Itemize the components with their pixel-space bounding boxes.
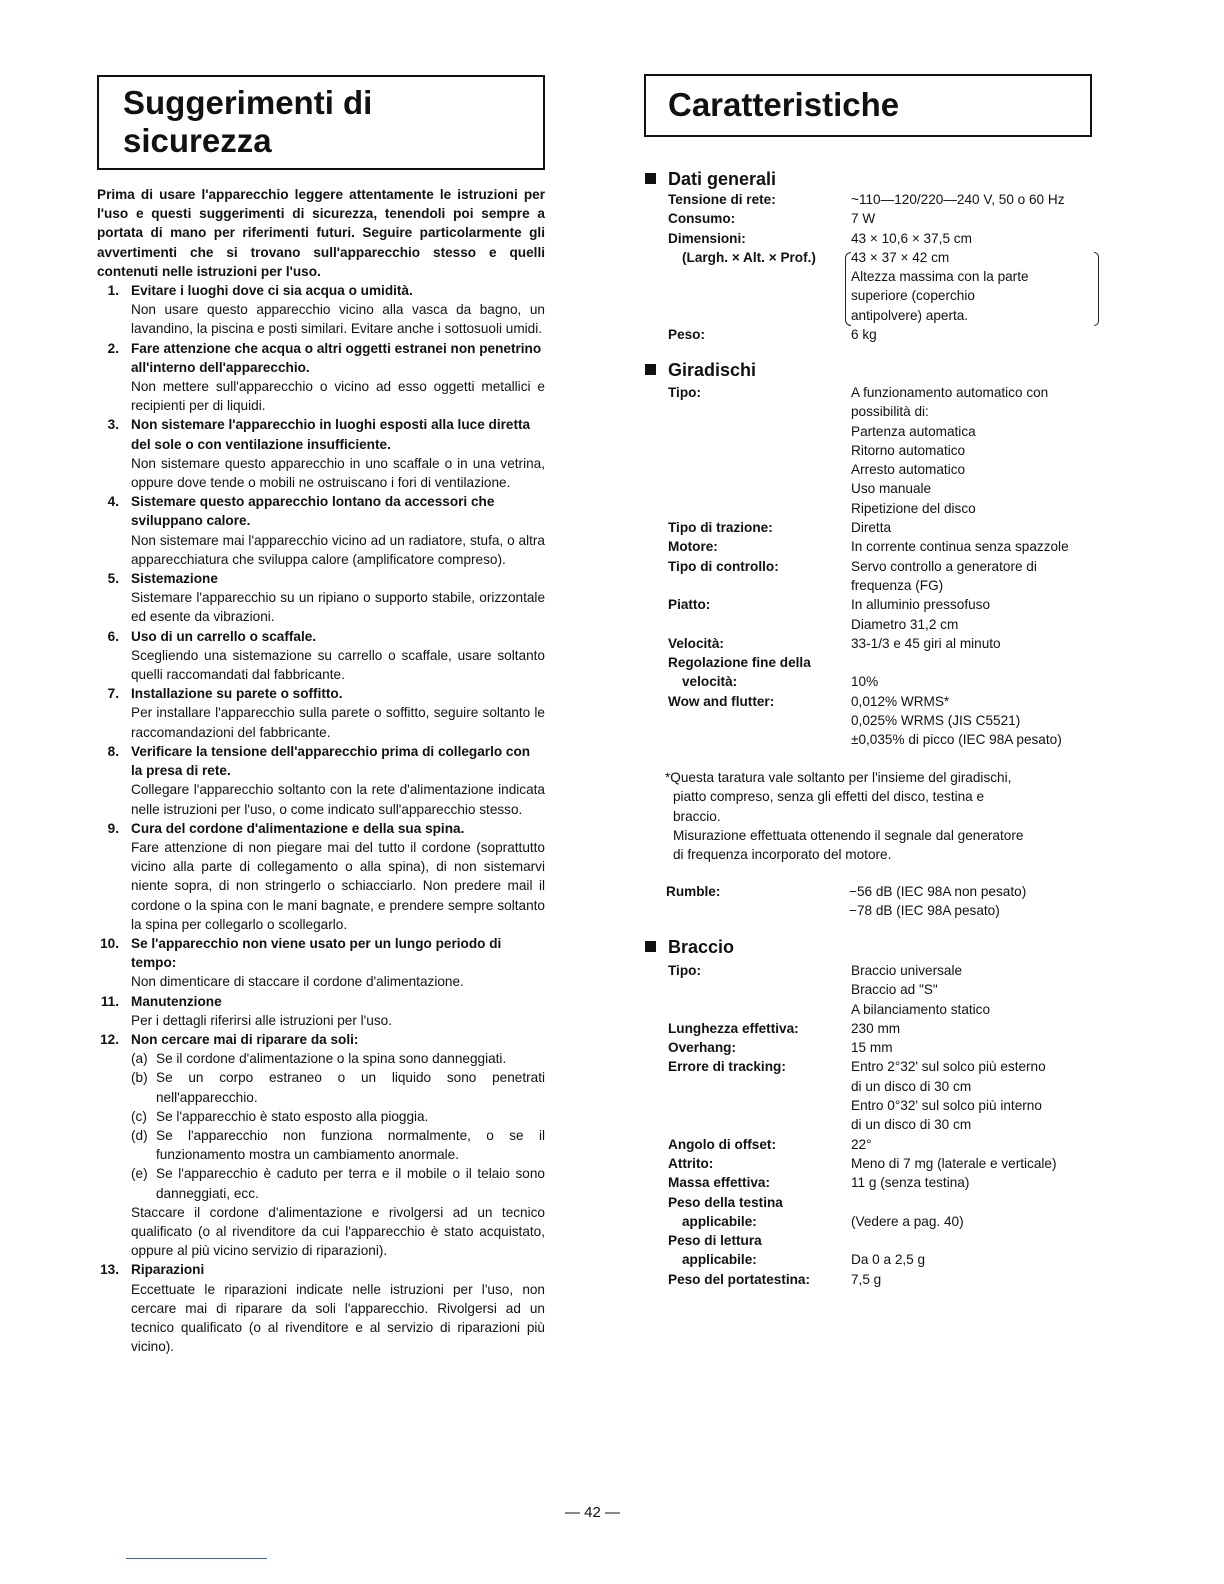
safety-subitem: (b) Se un corpo estraneo o un liquido sono penetrati nell'apparecchio. xyxy=(131,1070,545,1105)
safety-sublist xyxy=(131,1049,545,1203)
wow-values xyxy=(851,692,1125,750)
page-number: — 42 — xyxy=(565,1504,621,1521)
value-line: frequenza (FG) xyxy=(851,577,944,593)
value-line: In alluminio pressofuso xyxy=(851,597,991,613)
square-bullet-icon xyxy=(645,173,656,184)
value-line: Entro 2°32' sul solco più esterno xyxy=(851,1059,1046,1075)
section-giradischi: Giradischi Tipo: A funzionamento automatico con possibilità di: Partenza automatica Ritorno automatico Arresto automatico Uso manuale Ripetizione del disco Tipo di trazione: Diretta Motore: In corrente continua senza spazzole Tipo di controllo: Servo controllo a generatore di frequenza (FG) Piatto: In alluminio pressofuso Diametro 31,2 cm Velocità: 33-1/3 e 45 giri al minuto Regolazione fine della velocità: 10% Wow and flutter: 0,012% WRMS* 0,025% WRMS (JIS C5521) ±0,035% di picco (IEC 98A pesato) xyxy=(645,359,1125,750)
value-line: A bilanciamento statico xyxy=(851,1001,991,1017)
giradischi-note xyxy=(665,768,1105,864)
section-heading: Giradischi xyxy=(645,359,1125,381)
value-line: −78 dB (IEC 98A pesato) xyxy=(849,903,1000,919)
value-line: Entro 0°32' sul solco più interno xyxy=(851,1098,1042,1114)
braccio-tipo-values xyxy=(851,961,1125,1019)
footer-line xyxy=(126,1558,267,1559)
note-line: di frequenza incorporato del motore. xyxy=(673,847,892,863)
safety-intro: Prima di usare l'apparecchio leggere attentamente le istruzioni per l'uso e questi suggerimenti di sicurezza, tenendoli poi sempre a portata di mano per riferimenti futuri. Seguire particolarmente gli avvertimenti che si trovano sull'apparecchio stesso e quelli contenuti nelle istruzioni per l'uso. xyxy=(97,187,545,279)
square-bullet-icon xyxy=(645,364,656,375)
value-line: possibilità di: xyxy=(851,404,929,420)
safety-item: 11. Manutenzione Per i dettagli riferirsi alle istruzioni per l'uso. xyxy=(100,993,392,1028)
safety-item: 4. Sistemare questo apparecchio lontano da accessori che sviluppano calore. Non sistemare mai l'apparecchio vicino ad un radiatore, stufa, o altra apparecchiatura che sviluppa calore (amplificatore compreso). xyxy=(107,494,545,567)
safety-item: 3. Non sistemare l'apparecchio in luoghi esposti alla luce diretta del sole o con ventilazione insufficiente. Non sistemare questo apparecchio in uno scaffale o in una vetrina, oppure dove tende o mobili ne ostruiscano i fori di ventilazione. xyxy=(107,417,545,491)
safety-list xyxy=(97,281,545,1030)
section-heading: Dati generali xyxy=(645,168,1125,190)
piatto-values xyxy=(851,595,1125,634)
safety-item: 5. Sistemazione Sistemare l'apparecchio su un ripiano o supporto stabile, orizzontale ed esente da vibrazioni. xyxy=(107,571,545,625)
note-line: braccio. xyxy=(673,808,721,824)
safety-item: 6. Uso di un carrello o scaffale. Scegliendo una sistemazione su carrello o scaffale, usare soltanto quelli raccomandati dal fabbricante. xyxy=(107,628,545,683)
rumble-values xyxy=(849,882,1123,921)
value-line: Ritorno automatico xyxy=(851,442,966,458)
safety-subitem: (a) Se il cordone d'alimentazione o la spina sono danneggiati. xyxy=(131,1051,507,1067)
safety-item: 8. Verificare la tensione dell'apparecchio prima di collegarlo con la presa di rete. Collegare l'apparecchio soltanto con la rete d'alimentazione indicata nelle istruzioni per l'uso, o come indicato sull'apparecchio stesso. xyxy=(107,743,545,817)
rumble-row: Rumble: −56 dB (IEC 98A non pesato) −78 dB (IEC 98A pesato) xyxy=(643,882,1123,921)
value-line: Partenza automatica xyxy=(851,423,976,439)
safety-column xyxy=(97,185,545,1356)
safety-item: 10. Se l'apparecchio non viene usato per un lungo periodo di tempo: Non dimenticare di staccare il cordone d'alimentazione. xyxy=(100,935,502,990)
value-line: di un disco di 30 cm xyxy=(851,1117,972,1133)
value-line: A funzionamento automatico con xyxy=(851,385,1049,400)
section-dati-generali: Dati generali Tensione di rete: ~110—120/220—240 V, 50 o 60 Hz Consumo: 7 W Dimensioni: 43 × 10,6 × 37,5 cm (Largh. × Alt. × Prof.) 43 × 37 × 42 cm Altezza massima con la parte superiore (coperchio antipolvere) aperta. Peso: 6 kg xyxy=(645,168,1125,344)
safety-item-12: 12. Non cercare mai di riparare da soli: (a) Se il cordone d'alimentazione o la spina sono danneggiati. (b) Se un corpo estraneo o un liquido sono penetrati nell'apparecchio. (c) Se l'apparecchio è stato esposto alla pioggia. (d) Se l'apparecchio non funziona normalmente, o se il funzionamento mostra un cambiamento anormale. (e) Se l'apparecchio è caduto per terra e il mobile o il telaio sono danneggiati, ecc. Staccare il cordone d'alimentazione e rivolgersi ad un tecnico qualificato (o al rivenditore da cui l'apparecchio è stato acquistato, oppure al più vicino servizio di riparazioni). xyxy=(100,1031,545,1259)
safety-subitem: (d) Se l'apparecchio non funziona normalmente, o se il funzionamento mostra un cambiamento anormale. xyxy=(131,1127,545,1163)
value-line: Braccio ad "S" xyxy=(851,982,938,998)
tipo-values xyxy=(851,383,1125,518)
safety-subitem: (c) Se l'apparecchio è stato esposto alla pioggia. xyxy=(131,1108,429,1124)
note-line: piatto compreso, senza gli effetti del disco, testina e xyxy=(673,789,985,805)
section-braccio: Braccio Tipo: Braccio universale Braccio ad "S" A bilanciamento statico Lunghezza effettiva: 230 mm Overhang: 15 mm Errore di tracking: Entro 2°32' sul solco più esterno di un disco di 30 cm Entro 0°32' sul solco più interno di un disco di 30 cm Angolo di offset: 22° Attrito: Meno di 7 mg (laterale e verticale) Massa effettiva: 11 g (senza testina) Peso della testina applicabile: (Vedere a pag. 40) Peso di lettura applicabile: Da 0 a 2,5 g Peso del portatestina: 7,5 g xyxy=(645,936,1125,1289)
controllo-values xyxy=(851,557,1125,596)
value-line: di un disco di 30 cm xyxy=(851,1078,972,1094)
safety-title-box xyxy=(97,75,545,170)
value-line: Servo controllo a generatore di xyxy=(851,558,1037,574)
right-brace xyxy=(1094,252,1099,326)
safety-item: 1. Evitare i luoghi dove ci sia acqua o umidità. Non usare questo apparecchio vicino alla vasca da bagno, un lavandino, la piscina e posti similari. Evitare anche i sottosuoli umidi. xyxy=(107,283,545,337)
safety-title: Suggerimenti di sicurezza xyxy=(123,84,373,159)
square-bullet-icon xyxy=(645,941,656,952)
errore-values xyxy=(851,1057,1125,1134)
value-line: −56 dB (IEC 98A non pesato) xyxy=(849,884,1027,899)
note-line: *Questa taratura vale soltanto per l'insieme del giradischi, xyxy=(665,770,1012,785)
safety-item-13: 13. Riparazioni Eccettuate le riparazioni indicate nelle istruzioni per l'uso, non cercare mai di riparare da soli l'apparecchio. Rivolgersi ad un tecnico qualificato (o al rivenditore e al servizio di riparazioni più vicino). xyxy=(100,1262,545,1355)
safety-item: 9. Cura del cordone d'alimentazione e della sua spina. Fare attenzione di non piegare mai del tutto il cordone (soprattutto vicino alla parte di collegamento o alla spina), di non sistemarvi niente sopra, di non stringerlo o schiacciarlo. Non predere mail il cordone o la spina con le mani bagnate, e prendere sempre soltanto la spina per collegarlo o scollegarlo. xyxy=(107,820,545,932)
value-line: 0,025% WRMS (JIS C5521) xyxy=(851,713,1021,729)
value-line: 0,012% WRMS* xyxy=(851,693,950,709)
value-line: Arresto automatico xyxy=(851,462,966,478)
section-heading: Braccio xyxy=(645,936,1125,958)
specs-title: Caratteristiche xyxy=(668,86,900,123)
safety-item: 7. Installazione su parete o soffitto. Per installare l'apparecchio sulla parete o soffitto, seguire soltanto le raccomandazioni del fabbricante. xyxy=(107,686,545,740)
value-line: Braccio universale xyxy=(851,963,963,978)
safety-item: 2. Fare attenzione che acqua o altri oggetti estranei non penetrino all'interno dell'apparecchio. Non mettere sull'apparecchio o vicino ad esso oggetti metallici e recipienti per di liquidi. xyxy=(107,340,545,414)
left-brace xyxy=(845,252,851,326)
value-line: ±0,035% di picco (IEC 98A pesato) xyxy=(851,732,1062,748)
safety-subitem: (e) Se l'apparecchio è caduto per terra e il mobile o il telaio sono danneggiati, ecc. xyxy=(131,1166,545,1201)
note-line: Misurazione effettuata ottenendo il segnale dal generatore xyxy=(673,827,1024,843)
value-line: Ripetizione del disco xyxy=(851,500,976,516)
value-line: Uso manuale xyxy=(851,481,932,497)
specs-title-box xyxy=(644,74,1092,137)
value-line: Diametro 31,2 cm xyxy=(851,616,959,632)
